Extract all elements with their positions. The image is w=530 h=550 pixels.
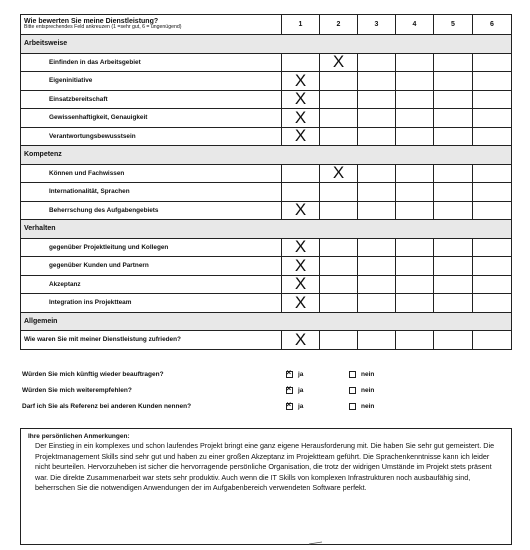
rating-cell-2[interactable] [320, 257, 358, 276]
rating-cell-4[interactable] [396, 257, 434, 276]
table-row [21, 201, 512, 220]
rating-cell-6[interactable] [473, 164, 512, 183]
rating-cell-4[interactable] [396, 53, 434, 72]
yes-label: ja [298, 371, 304, 379]
rating-cell-5[interactable] [434, 331, 473, 350]
rating-cell-1[interactable] [282, 257, 320, 276]
rating-cell-1[interactable] [282, 109, 320, 128]
rating-cell-2[interactable] [320, 238, 358, 257]
yes-no-question: Würden Sie mich künftig wieder beauftragen? [22, 371, 164, 378]
rating-cell-1[interactable] [282, 201, 320, 220]
rating-cell-4[interactable] [396, 275, 434, 294]
criterion-label: Gewissenhaftigkeit, Genauigkeit [21, 109, 282, 128]
rating-cell-3[interactable] [358, 127, 396, 146]
rating-cell-6[interactable] [473, 90, 512, 109]
no-option [349, 403, 374, 410]
section-row [21, 220, 512, 239]
criterion-label: gegenüber Projektleitung und Kollegen [21, 238, 282, 257]
yes-checkbox[interactable] [286, 403, 293, 410]
criterion-label: Einfinden in das Arbeitsgebiet [21, 53, 282, 72]
rating-cell-5[interactable] [434, 294, 473, 313]
rating-cell-4[interactable] [396, 164, 434, 183]
rating-cell-5[interactable] [434, 183, 473, 202]
table-row [21, 331, 512, 350]
rating-cell-5[interactable] [434, 109, 473, 128]
section-row [21, 146, 512, 165]
rating-cell-2[interactable] [320, 72, 358, 91]
rating-cell-6[interactable] [473, 331, 512, 350]
no-checkbox[interactable] [349, 403, 356, 410]
yes-no-questions [20, 369, 511, 417]
rating-cell-2[interactable] [320, 164, 358, 183]
rating-cell-6[interactable] [473, 294, 512, 313]
no-label: nein [361, 387, 375, 395]
rating-cell-5[interactable] [434, 164, 473, 183]
yes-option [286, 403, 303, 410]
rating-cell-1[interactable] [282, 72, 320, 91]
table-row [21, 109, 512, 128]
table-row [21, 294, 512, 313]
remarks-box [20, 428, 512, 545]
rating-cell-4[interactable] [396, 294, 434, 313]
rating-cell-3[interactable] [358, 183, 396, 202]
rating-cell-1[interactable] [282, 331, 320, 350]
yes-no-row [20, 401, 511, 417]
rating-cell-1[interactable] [282, 238, 320, 257]
rating-cell-2[interactable] [320, 90, 358, 109]
rating-cell-5[interactable] [434, 53, 473, 72]
criterion-label: Eigeninitiative [21, 72, 282, 91]
criterion-label: Internationalität, Sprachen [21, 183, 282, 202]
yes-no-question: Würden Sie mich weiterempfehlen? [22, 387, 132, 394]
rating-instruction: Bitte entsprechendes Feld ankreuzen (1 =sehr gut, 6 = ungenügend) [24, 24, 182, 31]
rating-cell-6[interactable] [473, 201, 512, 220]
criterion-label: Integration ins Projektteam [21, 294, 282, 313]
table-header-question [21, 15, 282, 35]
section-row [21, 35, 512, 54]
cross-mark-icon: X [294, 274, 307, 294]
yes-option [286, 371, 303, 378]
rating-cell-6[interactable] [473, 257, 512, 276]
cross-mark-icon: X [294, 255, 307, 275]
table-row [21, 127, 512, 146]
rating-cell-1[interactable] [282, 275, 320, 294]
yes-label: ja [298, 403, 304, 411]
rating-cell-2[interactable] [320, 201, 358, 220]
rating-cell-6[interactable] [473, 275, 512, 294]
rating-cell-1[interactable] [282, 53, 320, 72]
rating-cell-5[interactable] [434, 90, 473, 109]
rating-cell-3[interactable] [358, 90, 396, 109]
rating-column-3: 3 [358, 15, 396, 35]
rating-cell-2[interactable] [320, 127, 358, 146]
rating-cell-3[interactable] [358, 201, 396, 220]
cross-mark-icon: X [294, 237, 307, 257]
table-row [21, 257, 512, 276]
rating-cell-2[interactable] [320, 275, 358, 294]
remarks-title: Ihre persönlichen Anmerkungen: [28, 433, 130, 440]
no-option [349, 387, 374, 394]
rating-cell-4[interactable] [396, 238, 434, 257]
yes-label: ja [298, 387, 304, 395]
cross-mark-icon: X [332, 163, 345, 183]
rating-cell-3[interactable] [358, 109, 396, 128]
criterion-label: Akzeptanz [21, 275, 282, 294]
table-row [21, 90, 512, 109]
rating-table [20, 14, 512, 350]
rating-cell-3[interactable] [358, 238, 396, 257]
rating-cell-1[interactable] [282, 164, 320, 183]
yes-no-question: Darf ich Sie als Referenz bei anderen Kunden nennen? [22, 403, 192, 410]
yes-no-row [20, 385, 511, 401]
rating-cell-3[interactable] [358, 164, 396, 183]
rating-column-4: 4 [396, 15, 434, 35]
rating-cell-4[interactable] [396, 201, 434, 220]
yes-checkbox[interactable] [286, 387, 293, 394]
rating-cell-1[interactable] [282, 90, 320, 109]
section-title: Arbeitsweise [21, 35, 512, 54]
table-row [21, 275, 512, 294]
rating-cell-6[interactable] [473, 127, 512, 146]
yes-checkbox[interactable] [286, 371, 293, 378]
rating-table-body [21, 35, 512, 350]
rating-cell-2[interactable] [320, 53, 358, 72]
rating-cell-5[interactable] [434, 275, 473, 294]
criterion-label: Wie waren Sie mit meiner Dienstleistung zufrieden? [21, 331, 282, 350]
rating-cell-6[interactable] [473, 238, 512, 257]
rating-cell-2[interactable] [320, 109, 358, 128]
rating-column-5: 5 [434, 15, 473, 35]
cross-mark-icon: X [294, 89, 307, 109]
rating-cell-6[interactable] [473, 183, 512, 202]
rating-cell-6[interactable] [473, 53, 512, 72]
table-row [21, 53, 512, 72]
rating-cell-2[interactable] [320, 183, 358, 202]
rating-cell-3[interactable] [358, 275, 396, 294]
table-header-row [21, 15, 512, 35]
rating-cell-3[interactable] [358, 257, 396, 276]
rating-cell-6[interactable] [473, 109, 512, 128]
section-title: Kompetenz [21, 146, 512, 165]
criterion-label: Beherrschung des Aufgabengebiets [21, 201, 282, 220]
cross-mark-icon: X [294, 70, 307, 90]
table-row [21, 164, 512, 183]
rating-cell-1[interactable] [282, 127, 320, 146]
rating-cell-5[interactable] [434, 257, 473, 276]
table-row [21, 72, 512, 91]
yes-no-row [20, 369, 511, 385]
rating-cell-4[interactable] [396, 127, 434, 146]
rating-cell-3[interactable] [358, 294, 396, 313]
no-label: nein [361, 371, 375, 379]
rating-cell-4[interactable] [396, 331, 434, 350]
criterion-label: Einsatzbereitschaft [21, 90, 282, 109]
rating-cell-2[interactable] [320, 331, 358, 350]
cross-mark-icon: X [294, 329, 307, 349]
rating-column-2: 2 [320, 15, 358, 35]
remarks-text: Der Einstieg in ein komplexes und schon laufendes Projekt bringt eine ganz eigene Herausforderung mit. Die haben Sie sehr gut gemeistert. Die Projektmanagement Skills sind sehr gut und haben zu einer großen Akzeptanz im Projektteam geführt. Die Sprachenkenntnisse kann ich leider nicht beurteilen. Hervorzuheben ist sicher die hervorragende persönliche Organisation, die trotz der widrigen Umstände im Projekt stets präsent war. Die direkte Zusammenarbeit war stets sehr produktiv. Auch wenn die IT Skills von komplexen Infrastrukturen noch ausbaufähig sind, beherrschen Sie die notwendigen Anwendungen der im Aufgabenbereich verwendeten Software perfekt. [35, 441, 495, 493]
section-title: Allgemein [21, 312, 512, 331]
cross-mark-icon: X [294, 126, 307, 146]
table-row [21, 238, 512, 257]
rating-cell-2[interactable] [320, 294, 358, 313]
table-row [21, 183, 512, 202]
rating-cell-4[interactable] [396, 90, 434, 109]
cross-mark-icon: X [294, 107, 307, 127]
criterion-label: gegenüber Kunden und Partnern [21, 257, 282, 276]
rating-cell-5[interactable] [434, 238, 473, 257]
no-checkbox[interactable] [349, 371, 356, 378]
cross-mark-icon: X [294, 292, 307, 312]
rating-cell-6[interactable] [473, 72, 512, 91]
cross-mark-icon: X [294, 200, 307, 220]
no-option [349, 371, 374, 378]
yes-option [286, 387, 303, 394]
pen-stroke-mark [308, 541, 324, 545]
cross-mark-icon: X [332, 52, 345, 72]
rating-cell-4[interactable] [396, 183, 434, 202]
rating-cell-5[interactable] [434, 127, 473, 146]
section-row [21, 312, 512, 331]
section-title: Verhalten [21, 220, 512, 239]
criterion-label: Können und Fachwissen [21, 164, 282, 183]
no-checkbox[interactable] [349, 387, 356, 394]
criterion-label: Verantwortungsbewusstsein [21, 127, 282, 146]
rating-cell-3[interactable] [358, 53, 396, 72]
rating-cell-3[interactable] [358, 331, 396, 350]
rating-column-1: 1 [282, 15, 320, 35]
rating-cell-1[interactable] [282, 183, 320, 202]
rating-cell-4[interactable] [396, 109, 434, 128]
rating-cell-3[interactable] [358, 72, 396, 91]
rating-cell-4[interactable] [396, 72, 434, 91]
question-title: Wie bewerten Sie meine Dienstleistung? [24, 18, 159, 26]
no-label: nein [361, 403, 375, 411]
rating-cell-5[interactable] [434, 201, 473, 220]
rating-cell-1[interactable] [282, 294, 320, 313]
rating-cell-5[interactable] [434, 72, 473, 91]
rating-column-6: 6 [473, 15, 512, 35]
